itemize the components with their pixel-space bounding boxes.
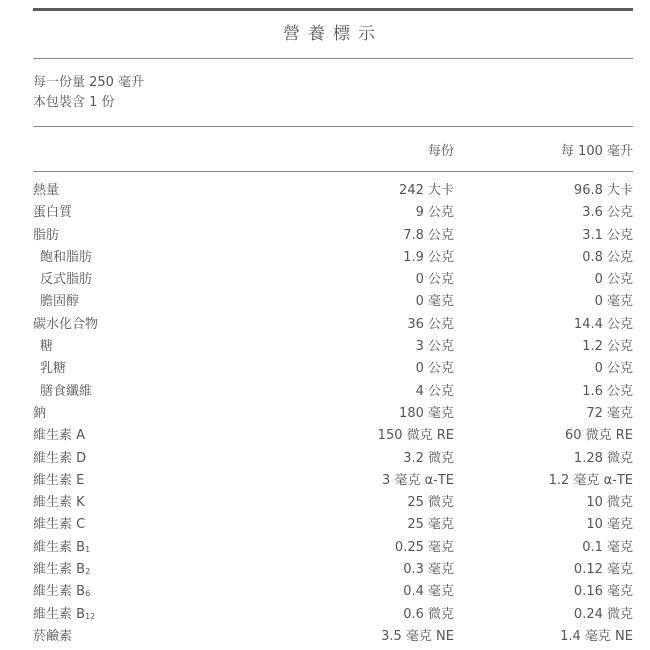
nutrient-name: 脂肪	[33, 227, 60, 243]
table-row	[33, 269, 633, 291]
nutrient-name: 維生素 C	[33, 517, 86, 533]
table-row	[33, 202, 633, 224]
nutrient-name: 維生素 K	[33, 495, 85, 511]
value-per-serving: 9 公克	[415, 205, 454, 221]
column-header-per-100ml: 每 100 毫升	[560, 144, 633, 159]
value-per-100ml: 0.12 毫克	[573, 562, 633, 578]
value-per-100ml: 1.28 微克	[573, 450, 633, 466]
value-per-100ml: 0.16 毫克	[573, 584, 633, 600]
value-per-serving: 150 微克 RE	[377, 428, 454, 444]
value-per-100ml: 0.1 毫克	[582, 539, 633, 555]
value-per-100ml: 1.4 毫克 NE	[560, 628, 633, 644]
label-title: 營養標示	[283, 24, 383, 44]
value-per-serving: 0.6 微克	[403, 606, 454, 622]
nutrient-subscript: 1	[85, 544, 91, 554]
value-per-100ml: 0 毫克	[594, 294, 633, 310]
value-per-serving: 180 毫克	[399, 405, 454, 421]
value-per-serving: 25 微克	[407, 495, 454, 511]
table-row	[33, 537, 633, 559]
servings-per-package: 本包裝含 1 份	[33, 95, 115, 110]
table-row	[33, 314, 633, 336]
nutrient-name: 蛋白質	[33, 205, 73, 221]
value-per-100ml: 0.24 微克	[573, 606, 633, 622]
serving-info	[33, 59, 633, 126]
nutrient-name: 反式脂肪	[40, 272, 93, 288]
nutrient-name: 碳水化合物	[33, 316, 99, 332]
value-per-100ml: 3.1 公克	[582, 227, 633, 243]
value-per-100ml: 0 公克	[594, 361, 633, 377]
value-per-serving: 7.8 公克	[403, 227, 454, 243]
column-header-row	[33, 127, 633, 171]
nutrient-subscript: 6	[85, 589, 91, 599]
nutrient-table	[33, 172, 633, 648]
table-row	[33, 559, 633, 581]
value-per-serving: 0 公克	[415, 272, 454, 288]
value-per-100ml: 60 微克 RE	[564, 428, 633, 444]
value-per-serving: 3 公克	[415, 339, 454, 355]
value-per-100ml: 1.2 公克	[582, 339, 633, 355]
table-row	[33, 180, 633, 202]
value-per-serving: 0.25 毫克	[394, 539, 454, 555]
table-row	[33, 626, 633, 648]
column-header-per-serving: 每份	[427, 144, 454, 159]
value-per-serving: 1.9 公克	[403, 249, 454, 265]
nutrient-name: 鈉	[33, 405, 47, 421]
nutrient-name: 膽固醇	[40, 294, 80, 310]
nutrient-subscript: 12	[85, 611, 96, 621]
nutrient-name: 乳糖	[40, 361, 67, 377]
table-row	[33, 403, 633, 425]
nutrient-name: 維生素 $B_6$	[33, 584, 91, 600]
value-per-100ml: 96.8 大卡	[573, 183, 633, 198]
nutrient-name: 維生素 $B_1$	[33, 539, 91, 555]
table-row	[33, 291, 633, 313]
nutrient-name: 維生素 A	[33, 428, 86, 444]
value-per-serving: 3.2 微克	[403, 450, 454, 466]
value-per-serving: 25 毫克	[407, 517, 454, 533]
value-per-serving: 4 公克	[415, 383, 454, 399]
value-per-serving: 3.5 毫克 NE	[381, 628, 454, 644]
table-row	[33, 225, 633, 247]
value-per-serving: 0.4 毫克	[403, 584, 454, 600]
table-row	[33, 604, 633, 626]
value-per-100ml: 10 毫克	[586, 517, 633, 533]
value-per-100ml: 3.6 公克	[582, 205, 633, 221]
nutrient-subscript: 2	[85, 567, 91, 577]
value-per-serving: 0 毫克	[415, 294, 454, 310]
nutrient-name: 維生素 E	[33, 472, 85, 488]
table-row	[33, 581, 633, 603]
table-row	[33, 448, 633, 470]
table-row	[33, 514, 633, 536]
nutrient-name: 菸鹼素	[33, 628, 73, 644]
table-row	[33, 425, 633, 447]
serving-size: 每一份量 250 毫升	[33, 75, 145, 90]
value-per-serving: 0 公克	[415, 361, 454, 377]
value-per-serving: 242 大卡	[399, 183, 454, 198]
value-per-100ml: 14.4 公克	[573, 316, 633, 332]
value-per-serving: 0.3 毫克	[403, 562, 454, 578]
value-per-100ml: 1.6 公克	[582, 383, 633, 399]
nutrient-name: 飽和脂肪	[40, 249, 93, 265]
table-row	[33, 492, 633, 514]
value-per-serving: 36 公克	[407, 316, 454, 332]
nutrient-name: 維生素 D	[33, 450, 87, 466]
nutrition-label	[33, 8, 633, 648]
value-per-100ml: 72 毫克	[586, 405, 633, 421]
value-per-100ml: 0.8 公克	[582, 249, 633, 265]
value-per-100ml: 10 微克	[586, 495, 633, 511]
table-row	[33, 470, 633, 492]
nutrient-name: 熱量	[33, 183, 60, 198]
value-per-100ml: 0 公克	[594, 272, 633, 288]
nutrient-name: 糖	[40, 339, 54, 355]
value-per-100ml: 1.2 毫克 α-TE	[548, 472, 633, 488]
table-row	[33, 358, 633, 380]
value-per-serving: 3 毫克 α-TE	[382, 472, 454, 488]
table-row	[33, 247, 633, 269]
nutrient-name: 膳食纖維	[40, 383, 93, 399]
nutrient-name: 維生素 $B_2$	[33, 562, 91, 578]
nutrient-name: 維生素 $B_{12}$	[33, 606, 96, 622]
table-row	[33, 381, 633, 403]
table-row	[33, 336, 633, 358]
